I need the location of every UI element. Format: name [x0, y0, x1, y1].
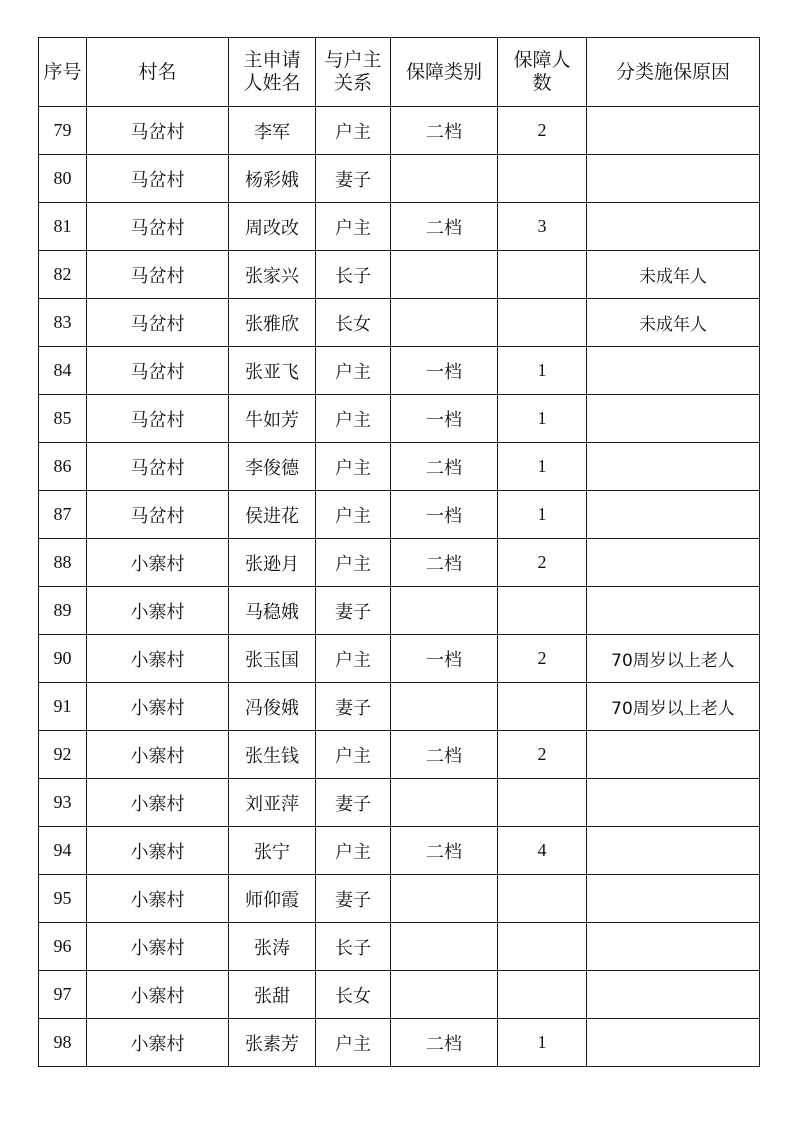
cell-seq: 94: [39, 827, 87, 875]
cell-applicant-name: 张逊月: [229, 539, 316, 587]
cell-seq: 86: [39, 443, 87, 491]
cell-seq: 89: [39, 587, 87, 635]
cell-count: 1: [498, 443, 587, 491]
cell-category: 二档: [391, 203, 498, 251]
cell-applicant-name: 杨彩娥: [229, 155, 316, 203]
cell-relation: 妻子: [316, 779, 391, 827]
cell-seq: 97: [39, 971, 87, 1019]
cell-relation: 妻子: [316, 155, 391, 203]
cell-category: 一档: [391, 395, 498, 443]
header-count-line2: 数: [532, 72, 552, 94]
cell-count: 4: [498, 827, 587, 875]
cell-relation: 户主: [316, 539, 391, 587]
cell-village: 马岔村: [87, 155, 229, 203]
cell-count: 3: [498, 203, 587, 251]
header-category: 保障类别: [391, 38, 498, 107]
cell-category: [391, 683, 498, 731]
header-village: 村名: [87, 38, 229, 107]
cell-reason: [587, 827, 760, 875]
cell-count: 1: [498, 347, 587, 395]
cell-category: [391, 875, 498, 923]
cell-count: [498, 875, 587, 923]
table-row: [39, 443, 760, 491]
cell-count: 2: [498, 539, 587, 587]
cell-applicant-name: 张雅欣: [229, 299, 316, 347]
cell-reason: 70周岁以上老人: [587, 683, 760, 731]
cell-village: 马岔村: [87, 299, 229, 347]
cell-relation: 户主: [316, 491, 391, 539]
cell-count: 1: [498, 491, 587, 539]
cell-category: 二档: [391, 107, 498, 155]
table-row: [39, 491, 760, 539]
cell-applicant-name: 李俊德: [229, 443, 316, 491]
cell-village: 小寨村: [87, 779, 229, 827]
cell-category: [391, 587, 498, 635]
table-header: [39, 38, 760, 107]
table-row: [39, 251, 760, 299]
table-row: [39, 299, 760, 347]
cell-applicant-name: 李军: [229, 107, 316, 155]
cell-count: 2: [498, 731, 587, 779]
cell-count: [498, 251, 587, 299]
cell-category: [391, 155, 498, 203]
cell-village: 马岔村: [87, 395, 229, 443]
cell-seq: 91: [39, 683, 87, 731]
cell-count: [498, 587, 587, 635]
cell-reason: [587, 443, 760, 491]
cell-relation: 长子: [316, 923, 391, 971]
cell-applicant-name: 张家兴: [229, 251, 316, 299]
table-row: [39, 587, 760, 635]
cell-reason: [587, 107, 760, 155]
cell-relation: 户主: [316, 827, 391, 875]
cell-seq: 95: [39, 875, 87, 923]
cell-seq: 87: [39, 491, 87, 539]
cell-relation: 户主: [316, 395, 391, 443]
header-applicant-line1: 主申请: [243, 49, 301, 71]
table-row: [39, 923, 760, 971]
cell-village: 马岔村: [87, 347, 229, 395]
header-relation: [316, 38, 391, 107]
cell-category: 二档: [391, 827, 498, 875]
cell-relation: 户主: [316, 347, 391, 395]
header-reason: 分类施保原因: [587, 38, 760, 107]
cell-applicant-name: 周改改: [229, 203, 316, 251]
cell-relation: 妻子: [316, 683, 391, 731]
cell-count: 1: [498, 1019, 587, 1067]
cell-seq: 88: [39, 539, 87, 587]
table-row: [39, 107, 760, 155]
document-page: [38, 37, 760, 1067]
cell-relation: 户主: [316, 203, 391, 251]
cell-village: 小寨村: [87, 875, 229, 923]
cell-seq: 90: [39, 635, 87, 683]
table-body: [39, 107, 760, 1067]
cell-count: [498, 155, 587, 203]
cell-category: [391, 971, 498, 1019]
cell-relation: 妻子: [316, 875, 391, 923]
cell-reason: [587, 971, 760, 1019]
cell-applicant-name: 张亚飞: [229, 347, 316, 395]
cell-applicant-name: 张生钱: [229, 731, 316, 779]
table-row: [39, 1019, 760, 1067]
cell-category: 一档: [391, 347, 498, 395]
cell-category: [391, 923, 498, 971]
cell-applicant-name: 冯俊娥: [229, 683, 316, 731]
cell-seq: 84: [39, 347, 87, 395]
cell-reason: [587, 347, 760, 395]
cell-seq: 93: [39, 779, 87, 827]
cell-count: [498, 971, 587, 1019]
cell-village: 小寨村: [87, 923, 229, 971]
cell-seq: 80: [39, 155, 87, 203]
header-count: [498, 38, 587, 107]
cell-village: 小寨村: [87, 635, 229, 683]
cell-category: 二档: [391, 1019, 498, 1067]
cell-applicant-name: 张素芳: [229, 1019, 316, 1067]
cell-reason: 未成年人: [587, 251, 760, 299]
cell-reason: [587, 1019, 760, 1067]
cell-reason: [587, 875, 760, 923]
cell-seq: 96: [39, 923, 87, 971]
cell-applicant-name: 张玉国: [229, 635, 316, 683]
cell-relation: 长女: [316, 299, 391, 347]
table-row: [39, 203, 760, 251]
table-row: [39, 539, 760, 587]
cell-reason: [587, 395, 760, 443]
cell-seq: 85: [39, 395, 87, 443]
cell-category: 二档: [391, 539, 498, 587]
cell-relation: 户主: [316, 1019, 391, 1067]
table-row: [39, 875, 760, 923]
cell-count: [498, 683, 587, 731]
cell-relation: 妻子: [316, 587, 391, 635]
header-relation-line1: 与户主: [324, 49, 382, 71]
table-row: [39, 635, 760, 683]
cell-reason: 未成年人: [587, 299, 760, 347]
table-row: [39, 971, 760, 1019]
cell-village: 小寨村: [87, 683, 229, 731]
cell-count: [498, 923, 587, 971]
cell-count: [498, 299, 587, 347]
cell-category: 一档: [391, 491, 498, 539]
header-applicant-line2: 人姓名: [243, 72, 301, 94]
cell-category: 一档: [391, 635, 498, 683]
cell-relation: 户主: [316, 731, 391, 779]
cell-category: 二档: [391, 443, 498, 491]
cell-seq: 83: [39, 299, 87, 347]
cell-seq: 92: [39, 731, 87, 779]
header-applicant: [229, 38, 316, 107]
cell-village: 马岔村: [87, 443, 229, 491]
cell-reason: [587, 923, 760, 971]
cell-reason: [587, 587, 760, 635]
table-row: [39, 347, 760, 395]
cell-reason: 70周岁以上老人: [587, 635, 760, 683]
cell-relation: 长子: [316, 251, 391, 299]
header-row: [39, 38, 760, 107]
cell-count: 2: [498, 107, 587, 155]
cell-relation: 户主: [316, 107, 391, 155]
cell-applicant-name: 侯进花: [229, 491, 316, 539]
table-row: [39, 827, 760, 875]
cell-village: 马岔村: [87, 491, 229, 539]
beneficiary-table: [38, 37, 760, 1067]
cell-reason: [587, 779, 760, 827]
cell-seq: 98: [39, 1019, 87, 1067]
cell-reason: [587, 155, 760, 203]
cell-count: [498, 779, 587, 827]
cell-village: 马岔村: [87, 107, 229, 155]
cell-category: [391, 299, 498, 347]
cell-count: 2: [498, 635, 587, 683]
cell-applicant-name: 张涛: [229, 923, 316, 971]
cell-category: 二档: [391, 731, 498, 779]
table-row: [39, 395, 760, 443]
cell-applicant-name: 张宁: [229, 827, 316, 875]
table-row: [39, 155, 760, 203]
cell-relation: 户主: [316, 635, 391, 683]
cell-applicant-name: 师仰霞: [229, 875, 316, 923]
cell-reason: [587, 491, 760, 539]
cell-applicant-name: 马稳娥: [229, 587, 316, 635]
cell-applicant-name: 张甜: [229, 971, 316, 1019]
header-relation-line2: 关系: [333, 72, 372, 94]
cell-relation: 户主: [316, 443, 391, 491]
cell-applicant-name: 牛如芳: [229, 395, 316, 443]
cell-seq: 82: [39, 251, 87, 299]
cell-applicant-name: 刘亚萍: [229, 779, 316, 827]
table-row: [39, 683, 760, 731]
header-count-line1: 保障人: [513, 49, 571, 71]
table-row: [39, 731, 760, 779]
cell-seq: 81: [39, 203, 87, 251]
header-seq: 序号: [39, 38, 87, 107]
cell-village: 马岔村: [87, 251, 229, 299]
cell-village: 小寨村: [87, 827, 229, 875]
cell-reason: [587, 539, 760, 587]
cell-village: 小寨村: [87, 1019, 229, 1067]
cell-relation: 长女: [316, 971, 391, 1019]
cell-count: 1: [498, 395, 587, 443]
cell-village: 小寨村: [87, 539, 229, 587]
cell-reason: [587, 203, 760, 251]
table-row: [39, 779, 760, 827]
cell-village: 马岔村: [87, 203, 229, 251]
cell-seq: 79: [39, 107, 87, 155]
cell-category: [391, 779, 498, 827]
cell-reason: [587, 731, 760, 779]
cell-category: [391, 251, 498, 299]
cell-village: 小寨村: [87, 731, 229, 779]
cell-village: 小寨村: [87, 971, 229, 1019]
cell-village: 小寨村: [87, 587, 229, 635]
